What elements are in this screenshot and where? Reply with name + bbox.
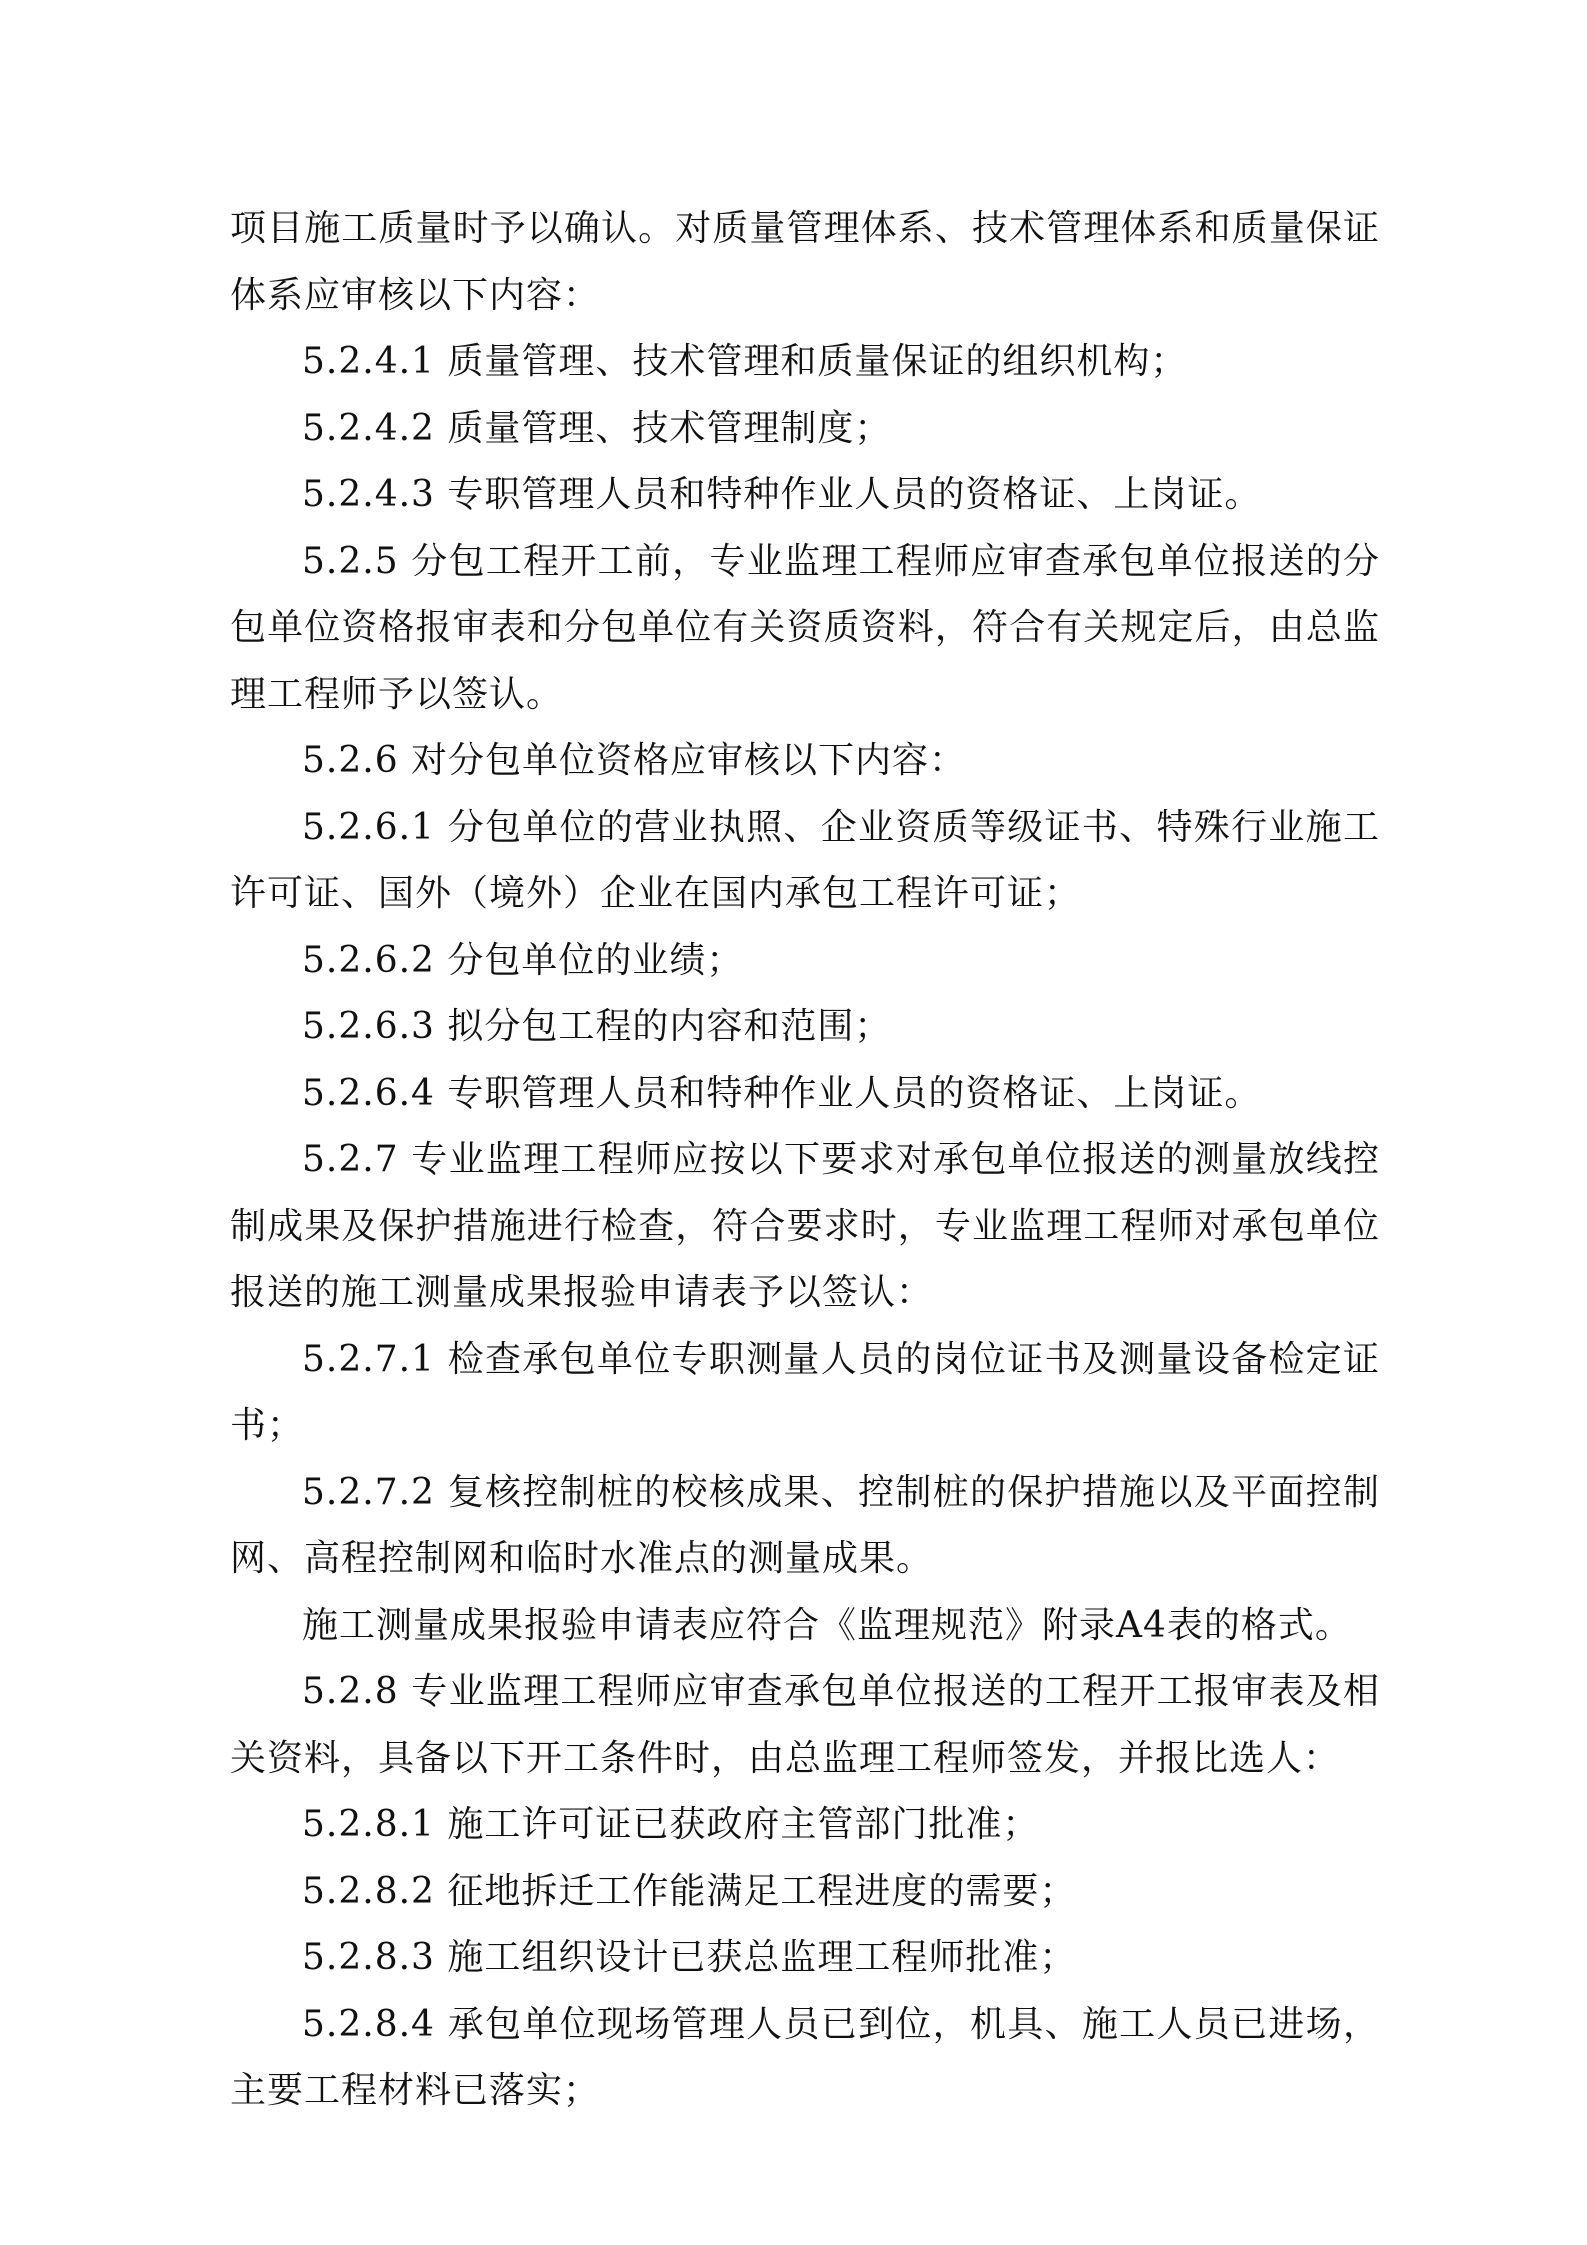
clause-5-2-4-2: 5.2.4.2 质量管理、技术管理制度； xyxy=(302,407,892,449)
paragraph-intro: 项目施工质量时予以确认。对质量管理体系、技术管理体系和质量保证体系应审核以下内容： xyxy=(230,208,1380,316)
clause-5-2-6-2: 5.2.6.2 分包单位的业绩； xyxy=(302,939,744,981)
clause-5-2-8-3: 5.2.8.3 施工组织设计已获总监理工程师批准； xyxy=(302,1937,1077,1978)
clause-5-2-5: 5.2.5 分包工程开工前，专业监理工程师应审查承包单位报送的分包单位资格报审表和分包单位有关资质资料，符合有关规定后，由总监理工程师予以签认。 xyxy=(230,540,1380,715)
clause-5-2-4-3: 5.2.4.3 专职管理人员和特种作业人员的资格证、上岗证。 xyxy=(302,474,1262,515)
clause-5-2-6-4: 5.2.6.4 专职管理人员和特种作业人员的资格证、上岗证。 xyxy=(302,1072,1262,1114)
clause-5-2-8-2: 5.2.8.2 征地拆迁工作能满足工程进度的需要； xyxy=(302,1870,1077,1912)
clause-5-2-7-2: 5.2.7.2 复核控制桩的校核成果、控制桩的保护措施以及平面控制网、高程控制网和临时水准点的测量成果。 xyxy=(230,1471,1380,1579)
clause-5-2-6-1: 5.2.6.1 分包单位的营业执照、企业资质等级证书、特殊行业施工许可证、国外（境外）企业在国内承包工程许可证； xyxy=(230,806,1380,914)
clause-5-2-8: 5.2.8 专业监理工程师应审查承包单位报送的工程开工报审表及相关资料，具备以下开工条件时，由总监理工程师签发，并报比选人： xyxy=(230,1671,1380,1779)
clause-5-2-6: 5.2.6 对分包单位资格应审核以下内容： xyxy=(302,740,967,781)
paragraph-format-note: 施工测量成果报验申请表应符合《监理规范》附录A4表的格式。 xyxy=(302,1604,1352,1646)
clause-5-2-7: 5.2.7 专业监理工程师应按以下要求对承包单位报送的测量放线控制成果及保护措施进行检查，符合要求时，专业监理工程师对承包单位报送的施工测量成果报验申请表予以签认： xyxy=(230,1139,1380,1313)
document-body xyxy=(230,196,1380,2125)
clause-5-2-6-3: 5.2.6.3 拟分包工程的内容和范围； xyxy=(302,1006,892,1047)
clause-5-2-8-4: 5.2.8.4 承包单位现场管理人员已到位，机具、施工人员已进场，主要工程材料已落实； xyxy=(230,2003,1380,2111)
clause-5-2-7-1: 5.2.7.1 检查承包单位专职测量人员的岗位证书及测量设备检定证书； xyxy=(230,1338,1380,1446)
clause-5-2-8-1: 5.2.8.1 施工许可证已获政府主管部门批准； xyxy=(302,1804,1040,1845)
clause-5-2-4-1: 5.2.4.1 质量管理、技术管理和质量保证的组织机构； xyxy=(302,341,1188,382)
